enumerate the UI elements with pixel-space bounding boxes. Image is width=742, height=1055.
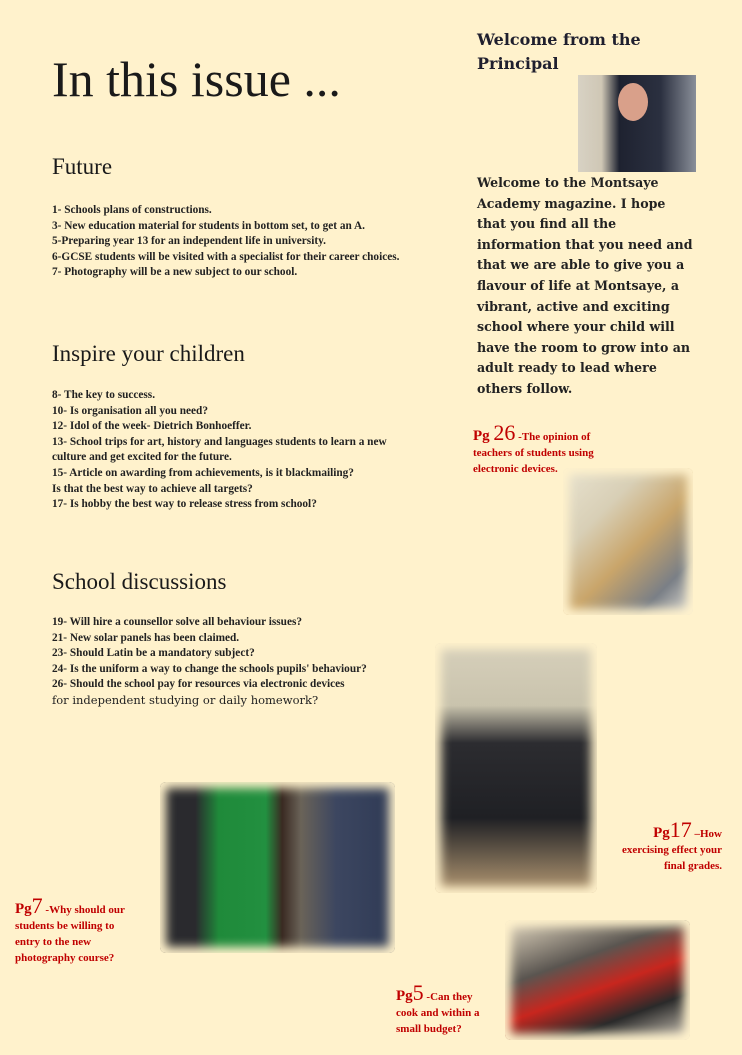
future-list <box>52 203 412 281</box>
principal-photo <box>578 75 696 172</box>
list-item: 3- New education material for students in bottom set, to get an A. <box>52 219 365 232</box>
welcome-text: Welcome to the Montsaye Academy magazine. I hope that you find all the information that you need and that we are able to give you a flavour of life at Montsaye, a vibrant, active and exciting school where your child will have the room to grow into an adult ready to lead where others follow. <box>477 175 693 396</box>
page-title: In this issue ... <box>52 51 341 107</box>
list-item: 5-Preparing year 13 for an independent life in university. <box>52 235 326 248</box>
teacher-photo <box>563 468 693 615</box>
section-heading-inspire: Inspire your children <box>52 341 245 366</box>
discussions-list <box>52 615 412 709</box>
list-item: Is that the best way to achieve all targets? <box>52 482 253 495</box>
list-item: 13- School trips for art, history and languages students to learn a new culture and get excited for the future. <box>52 435 387 464</box>
caption-pg5: Pg5 -Can they cook and within a small budget? <box>396 980 480 1035</box>
exercise-bike-photo <box>435 643 597 893</box>
photography-students-photo <box>160 782 395 953</box>
caption-pg7: Pg7 -Why should our students be willing to entry to the new photography course? <box>15 893 125 964</box>
inspire-list <box>52 388 412 513</box>
caption-pg26: Pg 26 -The opinion of teachers of students using electronic devices. <box>473 420 594 475</box>
list-item: 15- Article on awarding from achievements, is it blackmailing? <box>52 466 354 479</box>
list-item: 19- Will hire a counsellor solve all behaviour issues? <box>52 616 303 628</box>
list-item: 17- Is hobby the best way to release stress from school? <box>52 498 317 511</box>
section-heading-discussions: School discussions <box>52 569 227 594</box>
list-item: 24- Is the uniform a way to change the schools pupils' behaviour? <box>52 662 367 675</box>
list-item: 7- Photography will be a new subject to our school. <box>52 266 298 279</box>
list-item: 26- Should the school pay for resources via electronic devices <box>52 678 345 691</box>
list-item: 1- Schools plans of constructions. <box>52 204 212 216</box>
list-item: for independent studying or daily homework? <box>52 692 319 707</box>
list-item: 8- The key to success. <box>52 389 156 401</box>
list-item: 23- Should Latin be a mandatory subject? <box>52 647 255 660</box>
caption-pg17: Pg17 –How exercising effect your final grades. <box>622 817 722 872</box>
cooking-photo <box>505 920 690 1040</box>
list-item: 21- New solar panels has been claimed. <box>52 631 240 644</box>
list-item: 12- Idol of the week- Dietrich Bonhoeffer. <box>52 420 252 433</box>
welcome-heading: Welcome from the Principal <box>477 30 641 73</box>
section-heading-future: Future <box>52 154 113 179</box>
list-item: 6-GCSE students will be visited with a specialist for their career choices. <box>52 250 400 263</box>
list-item: 10- Is organisation all you need? <box>52 404 208 417</box>
